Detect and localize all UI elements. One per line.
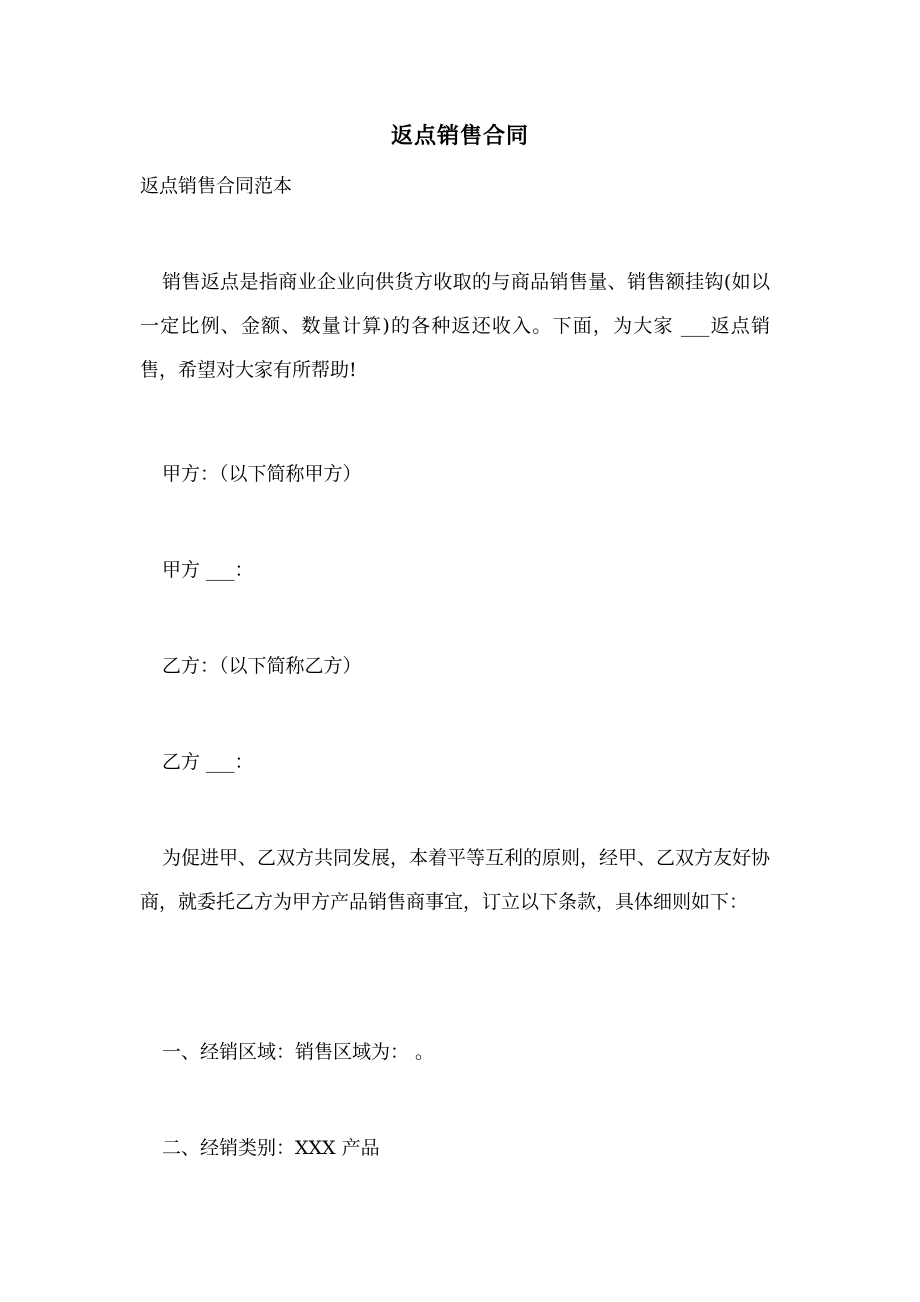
intro-paragraph: 销售返点是指商业企业向供货方收取的与商品销售量、销售额挂钩(如以一定比例、金额、数量计算)的各种返还收入。下面，为大家 ___返点销售，希望对大家有所帮助! xyxy=(140,271,770,381)
party-b-name-line: 乙方 ___： xyxy=(162,751,254,773)
document-subtitle: 返点销售合同范本 xyxy=(140,175,293,197)
document-title: 返点销售合同 xyxy=(390,123,529,149)
party-b-heading: 乙方：（以下简称乙方） xyxy=(162,655,362,677)
clause-2-product-category: 二、经销类别：XXX 产品 xyxy=(162,1137,380,1159)
preamble-paragraph: 为促进甲、乙双方共同发展，本着平等互利的原则，经甲、乙双方友好协商，就委托乙方为甲方产品销售商事宜，订立以下条款，具体细则如下： xyxy=(140,847,771,913)
party-a-heading: 甲方：（以下简称甲方） xyxy=(162,463,362,485)
party-a-name-line: 甲方 ___： xyxy=(162,559,254,581)
clause-1-sales-region: 一、经销区域：销售区域为： 。 xyxy=(162,1041,435,1063)
